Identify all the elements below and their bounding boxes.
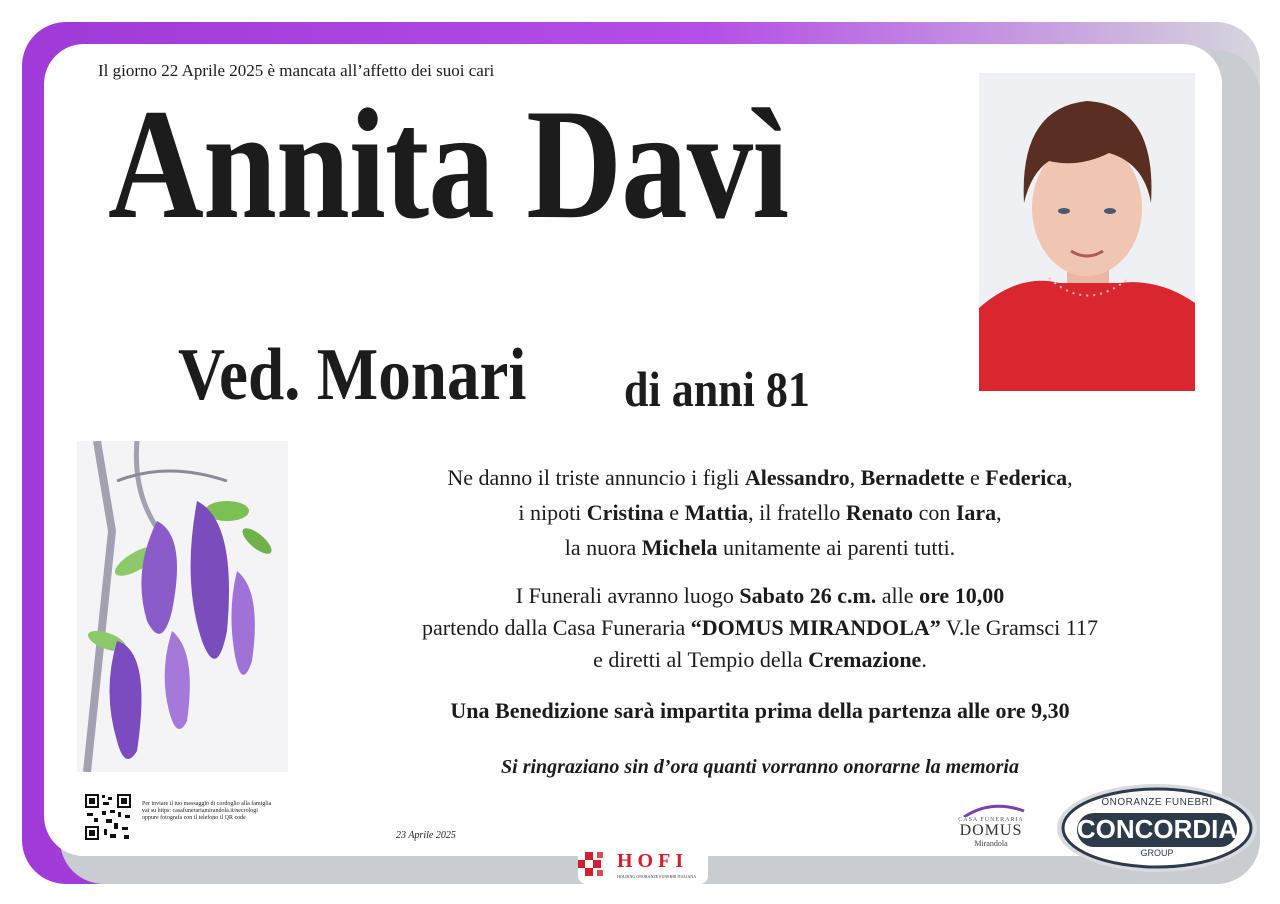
funeral-details bbox=[330, 580, 1190, 676]
domus-arc-icon bbox=[946, 803, 1036, 817]
announcement-line: Ne danno il triste annuncio i figli Alessandro, Bernadette e Federica, bbox=[447, 465, 1073, 490]
wisteria-illustration bbox=[77, 441, 288, 772]
announcement-line: la nuora Michela unitamente ai parenti tutti. bbox=[564, 535, 956, 560]
qr-code[interactable] bbox=[84, 793, 132, 841]
qr-instructions: Per inviare il tuo messaggio di cordoglio alla famiglia vai su https: casafunerariamirandola.it/necrologi oppure fotografa con il telefono il QR code bbox=[142, 801, 272, 821]
announcement-line: i nipoti Cristina e Mattia, il fratello Renato con Iara, bbox=[518, 500, 1002, 525]
age: di anni 81 bbox=[624, 361, 810, 417]
hofi-subtitle: HOLDING ONORANZE FUNEBRI ITALIANA bbox=[617, 874, 697, 879]
hofi-wordmark: HOFI bbox=[617, 850, 689, 872]
blessing-note: Una Benedizione sarà impartita prima della partenza alle ore 9,30 bbox=[450, 698, 1070, 723]
funeral-line: I Funerali avranno luogo Sabato 26 c.m. alle ore 10,00 bbox=[515, 583, 1005, 608]
funeral-line: e diretti al Tempio della Cremazione. bbox=[593, 647, 927, 672]
publication-date: 23 Aprile 2025 bbox=[396, 830, 456, 841]
domus-logo: CASA FUNERARIA DOMUS Mirandola bbox=[946, 803, 1036, 853]
announcement bbox=[330, 460, 1190, 565]
widow-of: Ved. Monari bbox=[178, 334, 527, 416]
intro-text: Il giorno 22 Aprile 2025 è mancata all’affetto dei suoi cari bbox=[98, 61, 495, 80]
concordia-wordmark: CONCORDIA bbox=[1076, 814, 1238, 844]
funeral-line: partendo dalla Casa Funeraria “DOMUS MIRANDOLA” V.le Gramsci 117 bbox=[422, 615, 1098, 640]
portrait-photo bbox=[979, 73, 1195, 391]
deceased-name: Annita Davì bbox=[108, 77, 789, 252]
thanks-note: Si ringraziano sin d’ora quanti vorranno onorarne la memoria bbox=[501, 756, 1019, 778]
concordia-bottom-text: GROUP bbox=[1140, 848, 1174, 858]
concordia-top-text: ONORANZE FUNEBRI bbox=[1101, 797, 1213, 808]
